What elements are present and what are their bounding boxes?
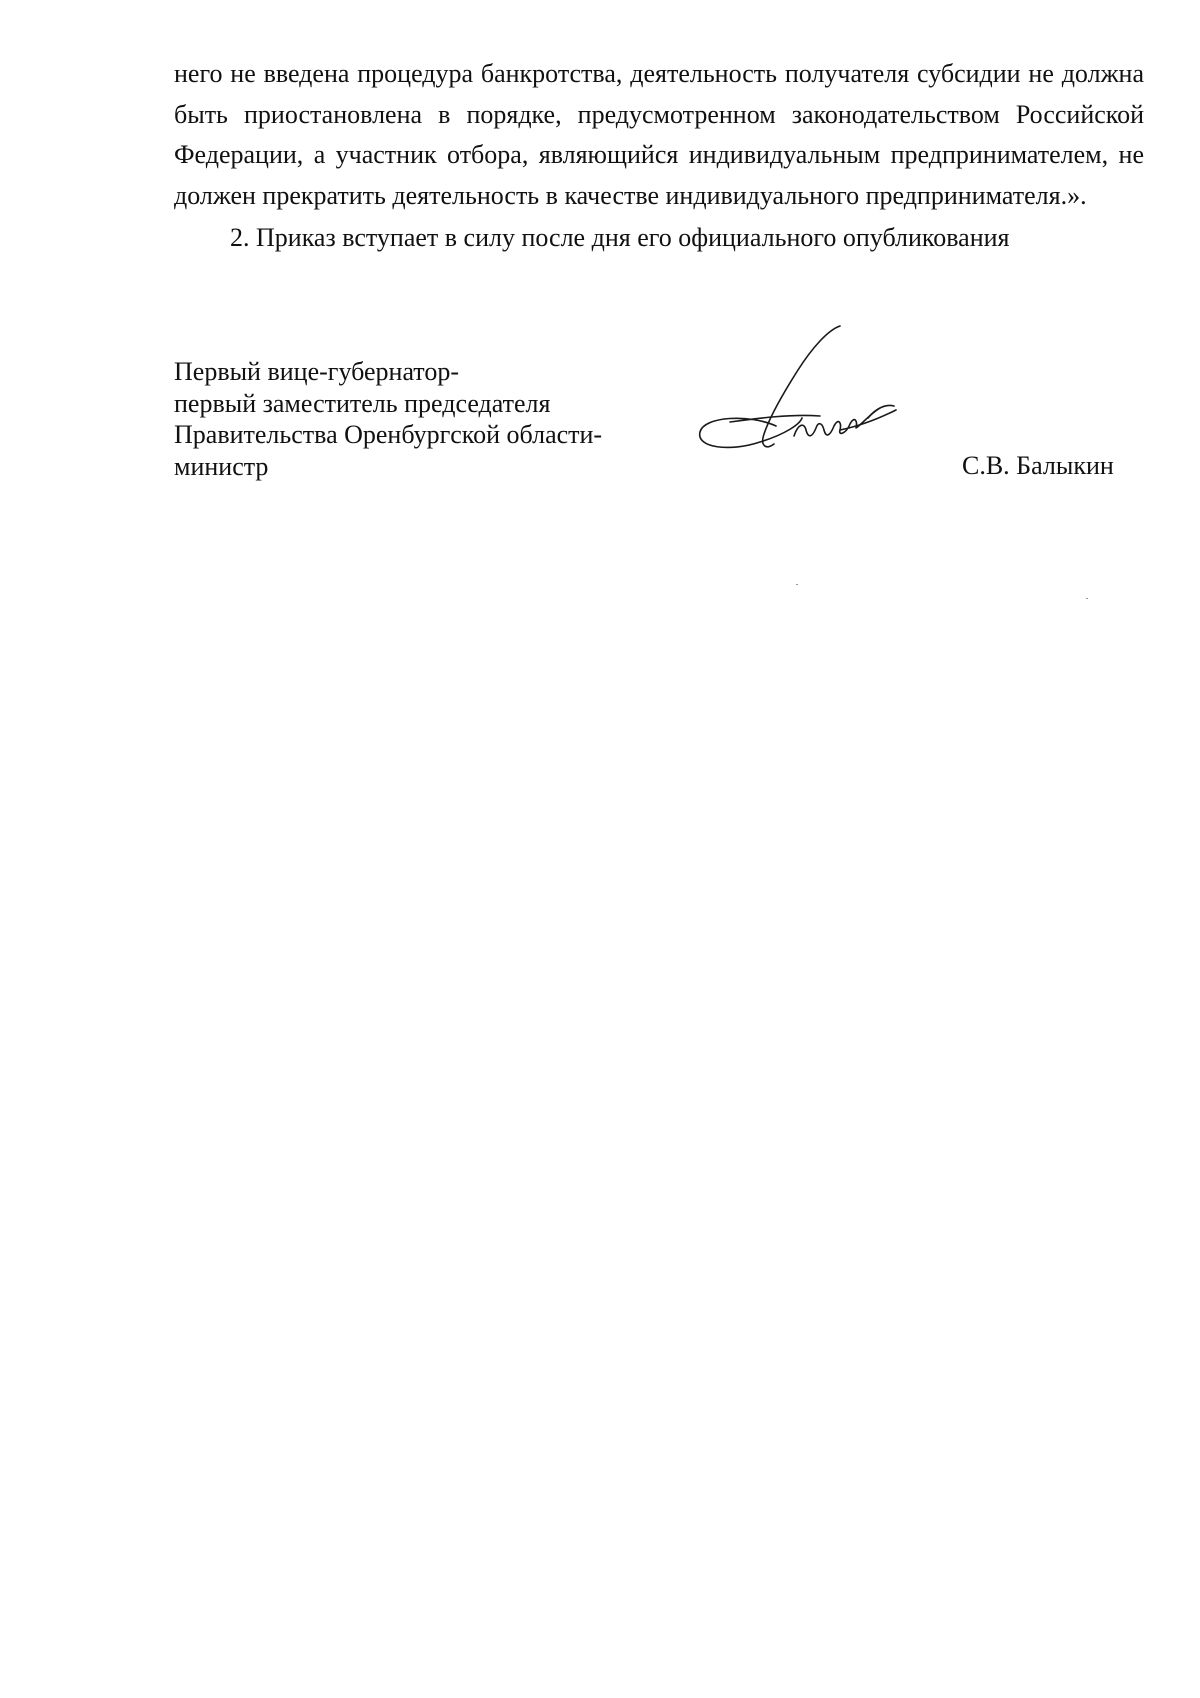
signatory-name: С.В. Балыкин: [962, 451, 1114, 480]
paragraph-continuation: него не введена процедура банкротства, деятельность получателя субсидии не должна быть приостановлена в порядке, предусмотренном законодательством Российской Федерации, а участник отбора, являющийся индивидуальным предпринимателем, не должен прекратить деятельность в качестве индивидуального предпринимателя.».: [174, 59, 1144, 210]
position-line: первый заместитель председателя: [174, 388, 551, 418]
paragraph-2: 2. Приказ вступает в силу после дня его официального опубликования: [230, 223, 1010, 252]
position-line: Правительства Оренбургской области-: [174, 420, 603, 449]
scan-speck: [1086, 598, 1088, 599]
handwritten-signature: [690, 318, 900, 468]
scan-speck: [796, 584, 798, 585]
document-body: [174, 54, 1144, 259]
position-line: Первый вице-губернатор-: [174, 357, 459, 386]
signatory-position: [174, 356, 734, 482]
position-line: министр: [174, 451, 269, 481]
